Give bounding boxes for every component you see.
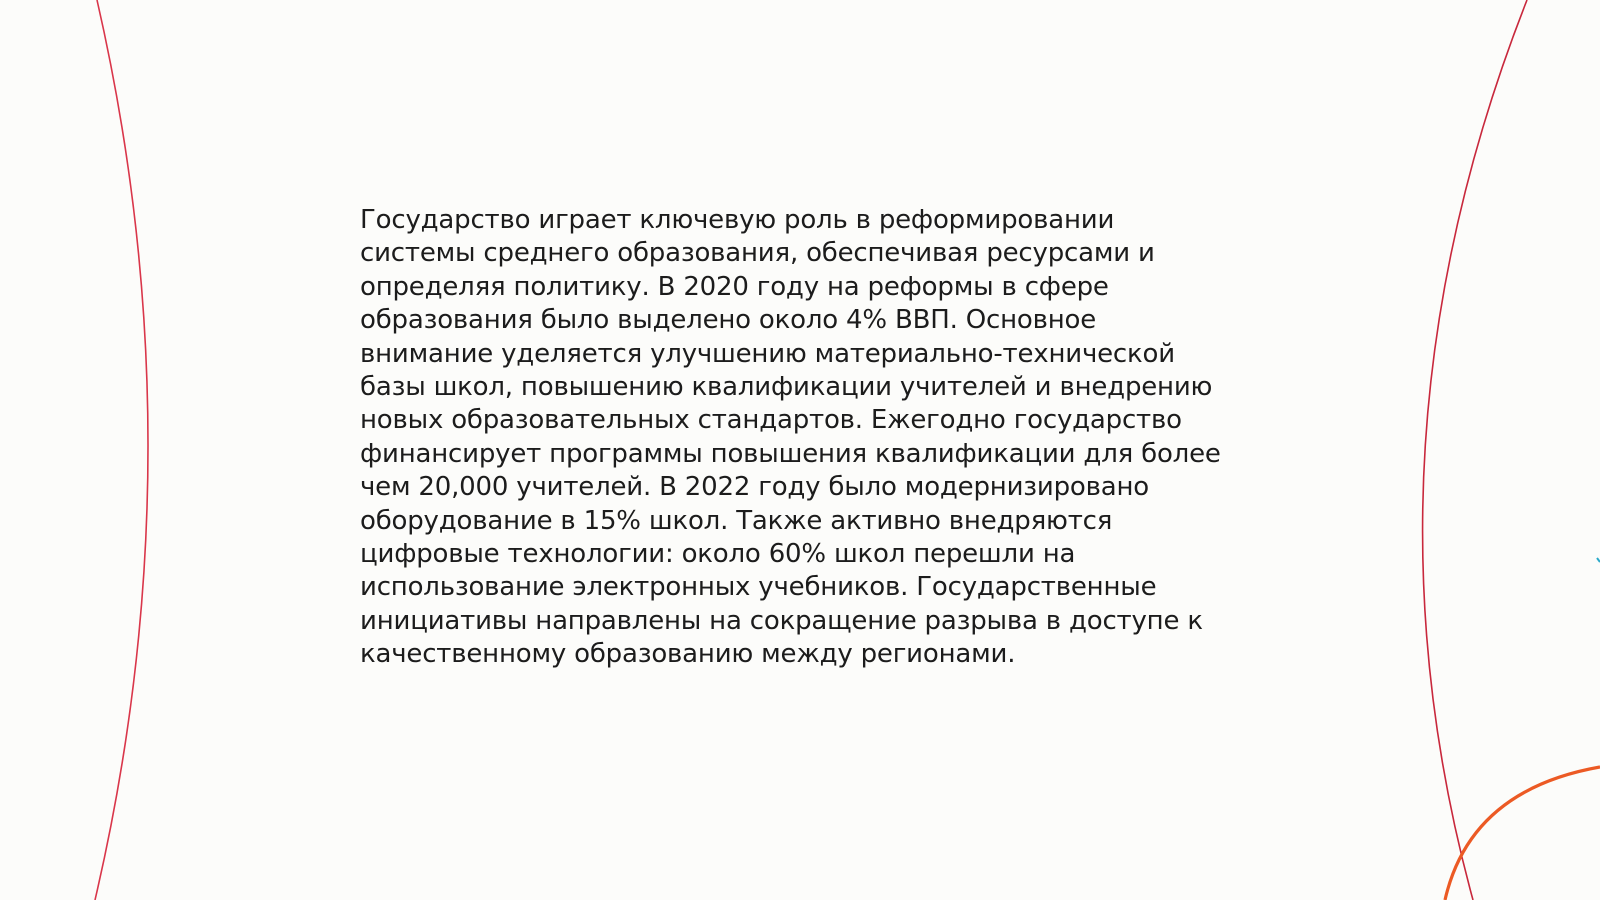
paragraph-line: финансирует программы повышения квалификации для более (360, 438, 1221, 469)
paragraph-line: базы школ, повышению квалификации учителей и внедрению (360, 372, 1213, 403)
left-arc-line (95, 0, 148, 900)
paragraph-line: системы среднего образования, обеспечивая ресурсами и (360, 238, 1155, 269)
paragraph-line: чем 20,000 учителей. В 2022 году было модернизировано (360, 472, 1149, 503)
paragraph-line: образования было выделено около 4% ВВП. Основное (360, 305, 1096, 336)
paragraph-line: новых образовательных стандартов. Ежегодно государство (360, 405, 1182, 436)
paragraph-line: качественному образованию между регионами. (360, 639, 1016, 670)
paragraph-line: инициативы направлены на сокращение разрыва в доступе к (360, 605, 1203, 636)
paragraph-line: Государство играет ключевую роль в реформировании (360, 205, 1115, 235)
paragraph-line: внимание уделяется улучшению материально-технической (360, 338, 1175, 369)
paragraph-line: цифровые технологии: около 60% школ перешли на (360, 539, 1076, 570)
body-paragraph (360, 204, 1240, 672)
paragraph-line: использование электронных учебников. Государственные (360, 572, 1157, 603)
orange-circle-arc (1445, 767, 1600, 900)
right-arc-line (1423, 0, 1527, 900)
paragraph-line: оборудование в 15% школ. Также активно внедряются (360, 505, 1113, 536)
paragraph-line: определяя политику. В 2020 году на реформы в сфере (360, 271, 1109, 302)
